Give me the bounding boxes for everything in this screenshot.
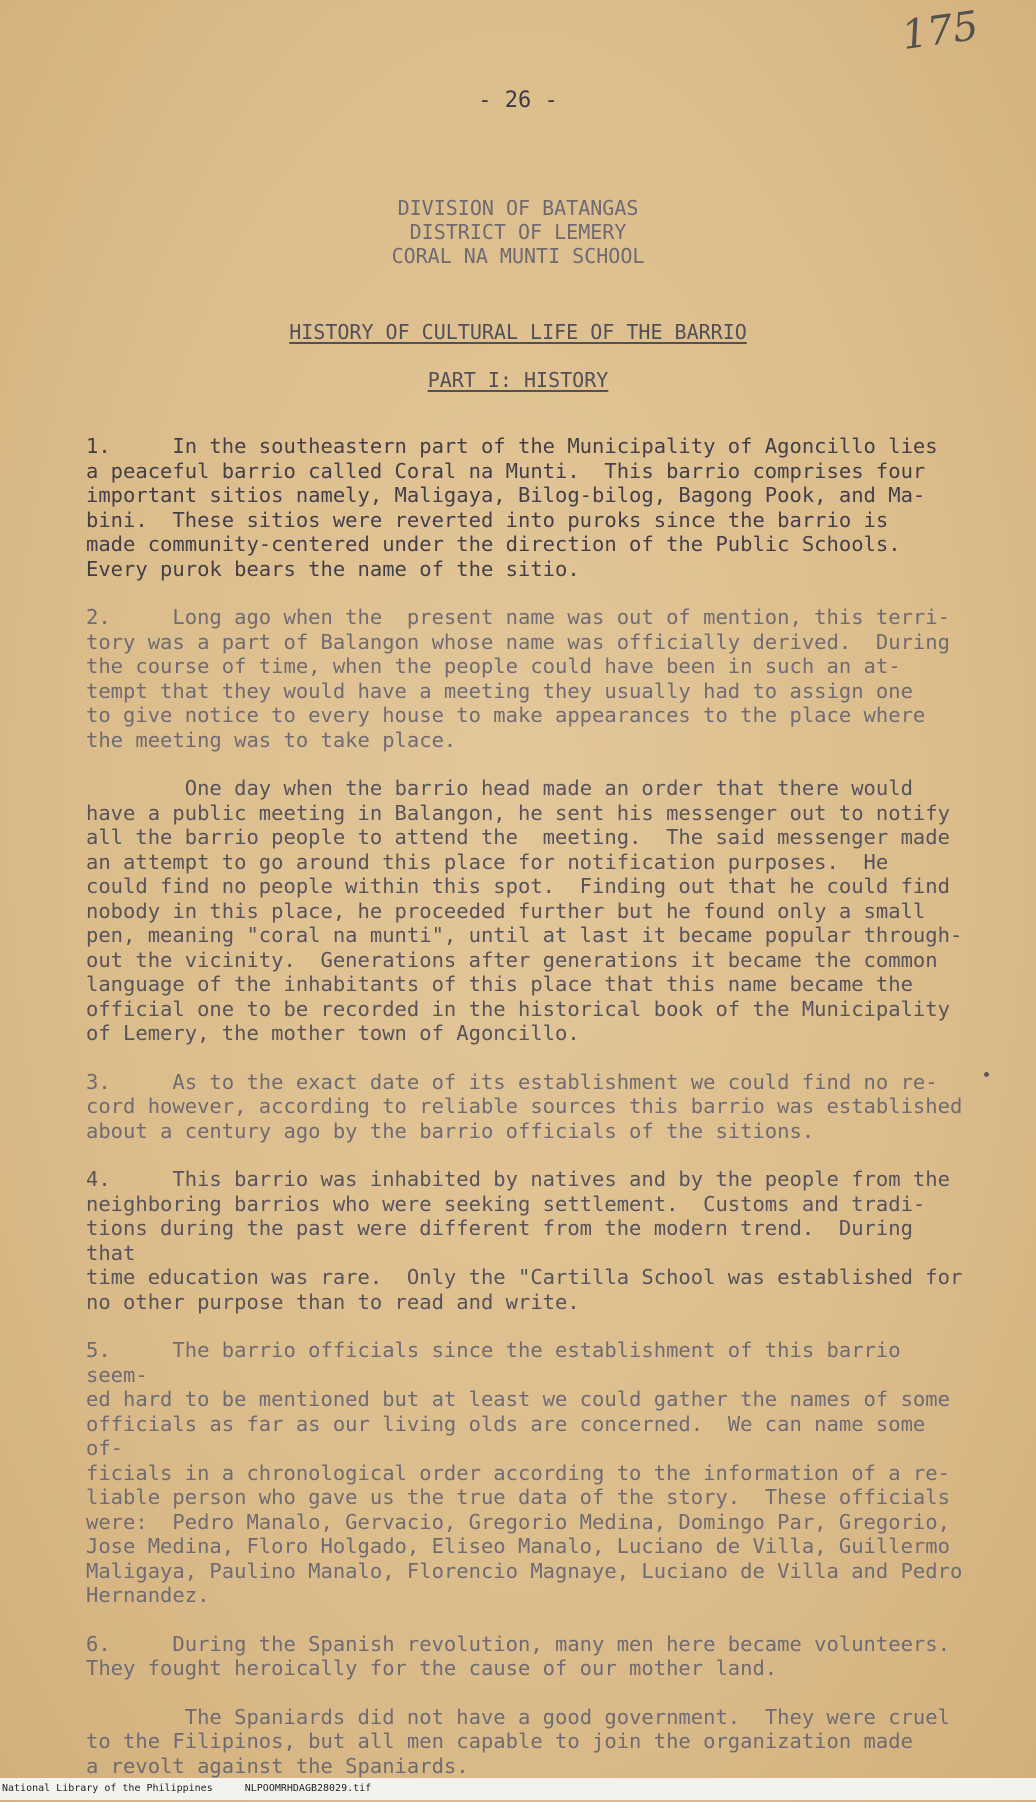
handwritten-page-number: 175 bbox=[898, 2, 981, 60]
paragraph-6-continued: The Spaniards did not have a good government. They were cruel to the Filipinos, but all men capable to join the organization made a revolt against the Spaniards. bbox=[86, 1704, 950, 1778]
document-body bbox=[86, 434, 966, 1802]
paragraph-4: 4. This barrio was inhabited by natives and by the people from the neighboring barrios who were seeking settlement. Customs and tradi- tions during the past were different from the modern trend. During that time education was rare. Only the "Cartilla School was established for no other purpose than to read and write. bbox=[86, 1167, 963, 1314]
paragraph-5: 5. The barrio officials since the establishment of this barrio seem- ed hard to be mentioned but at least we could gather the names of some officials as far as our living olds are concerned. We can name some of- ficials in a chronological order according to the information of a re- liable person who gave us the true data of the story. These officials were: Pedro Manalo, Gervacio, Gregorio Medina, Domingo Par, Gregorio, Jose Medina, Floro Holgado, Eliseo Manalo, Luciano de Villa, Guillermo Maligaya, Paulino Manalo, Florencio Magnaye, Luciano de Villa and Pedro Hernandez. bbox=[86, 1338, 963, 1607]
footer-file-id: NLPOOMRHDAGB28029.tif bbox=[244, 1783, 372, 1794]
header-division: DIVISION OF BATANGAS bbox=[397, 196, 639, 220]
paragraph-6: 6. During the Spanish revolution, many men here became volunteers. They fought heroically for the cause of our mother land. bbox=[86, 1631, 950, 1680]
paragraph-2-continued: One day when the barrio head made an order that there would have a public meeting in Balangon, he sent his messenger out to notify all the barrio people to attend the meeting. The said messenger made an attempt to go around this place for notification purposes. He could find no people within this spot. Finding out that he could find nobody in this place, he proceeded further but he found only a small pen, meaning "coral na munti", until at last it became popular through- out the vicinity. Generations after generations it became the common language of the inhabitants of this place that this name became the official one to be recorded in the historical book of the Municipality of Lemery, the mother town of Agoncillo. bbox=[86, 776, 963, 1045]
header-school: CORAL NA MUNTI SCHOOL bbox=[391, 244, 645, 268]
paragraph-3: 3. As to the exact date of its establishment we could find no re- cord however, according to reliable sources this barrio was established about a century ago by the barrio officials of the sitions. bbox=[86, 1069, 963, 1143]
archive-footer bbox=[0, 1778, 1036, 1800]
page-number: - 26 - bbox=[478, 88, 558, 113]
footer-institution: National Library of the Philippines bbox=[2, 1783, 213, 1794]
header-district: DISTRICT OF LEMERY bbox=[409, 220, 627, 244]
paragraph-2: 2. Long ago when the present name was out of mention, this terri- tory was a part of Balangon whose name was officially derived. During the course of time, when the people could have been in such an at- tempt that they would have a meeting they usually had to assign one to give notice to every house to make appearances to the place where the meeting was to take place. bbox=[86, 605, 950, 752]
ink-speck bbox=[984, 1072, 989, 1077]
section-heading: PART I: HISTORY bbox=[427, 368, 609, 392]
document-title: HISTORY OF CULTURAL LIFE OF THE BARRIO bbox=[289, 320, 747, 344]
paragraph-1: 1. In the southeastern part of the Municipality of Agoncillo lies a peaceful barrio called Coral na Munti. This barrio comprises four important sitios namely, Maligaya, Bilog-bilog, Bagong Pook, and Ma- bini. These sitios were reverted into puroks since the barrio is made community-centered under the direction of the Public Schools. Every purok bears the name of the sitio. bbox=[86, 434, 938, 581]
